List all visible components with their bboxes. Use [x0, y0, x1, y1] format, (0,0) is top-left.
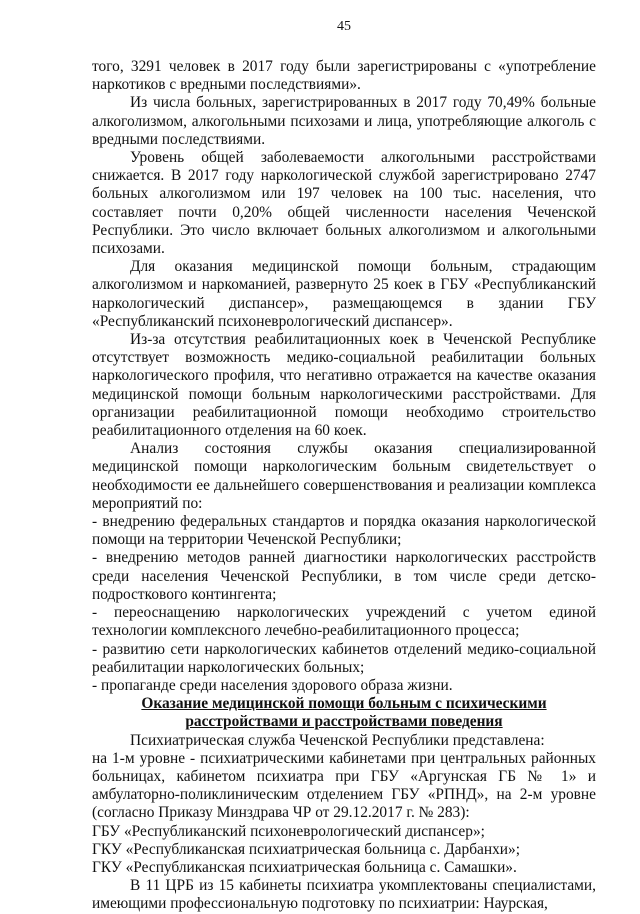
section-heading: Оказание медицинской помощи больным с психическими расстройствами и расстройствами поведения — [141, 695, 547, 731]
paragraph: Из числа больных, зарегистрированных в 2017 году 70,49% больные алкоголизмом, алкогольными психозами и лица, употребляющие алкоголь с вредными последствиями. — [92, 94, 596, 148]
list-item: - внедрению федеральных стандартов и порядка оказания наркологической помощи на территории Чеченской Республики; — [92, 513, 596, 549]
paragraph: Психиатрическая служба Чеченской Республики представлена: — [130, 731, 545, 749]
paragraph: Уровень общей заболеваемости алкогольными расстройствами снижается. В 2017 году наркологической службой зарегистрировано 2747 больных алкоголизмом или 197 человек на 100 тыс. населения, что составляет почти 0,20% общей численности населения Чеченской Республики. Это число включает больных алкоголизмом и алкогольными психозами. — [92, 149, 596, 258]
list-item: - развитию сети наркологических кабинетов отделений медико-социальной реабилитации наркологических больных; — [92, 640, 596, 676]
paragraph: на 1-м уровне - психиатрическими кабинетами при центральных районных больницах, кабинетом психиатра при ГБУ «Аргунская ГБ № 1» и амбулаторно-поликлиническим отделением ГБУ «РПНД», на 2-м уровне (согласно Приказу Минздрава ЧР от 29.12.2017 г. № 283): — [92, 749, 596, 822]
institution-line: ГКУ «Республиканская психиатрическая больница с. Дарбанхи»; — [92, 840, 520, 858]
document-page — [92, 18, 596, 914]
institution-line: ГКУ «Республиканская психиатрическая больница с. Самашки». — [92, 858, 517, 876]
list-item: - пропаганде среди населения здорового образа жизни. — [92, 676, 453, 694]
list-item: - внедрению методов ранней диагностики наркологических расстройств среди населения Чеченской Республики, в том числе среди детско-подросткового контингента; — [92, 549, 596, 603]
measures-list — [92, 513, 596, 695]
paragraph: того, 3291 человек в 2017 году были зарегистрированы с «употребление наркотиков с вредными последствиями». — [92, 58, 596, 94]
list-item: - переоснащению наркологических учреждений с учетом единой технологии комплексного лечебно-реабилитационного процесса; — [92, 604, 596, 640]
page-number: 45 — [337, 19, 351, 34]
paragraph: В 11 ЦРБ из 15 кабинеты психиатра укомплектованы специалистами, имеющими профессиональную подготовку по психиатрии: Наурская, — [92, 877, 596, 913]
paragraph: Из-за отсутствия реабилитационных коек в Чеченской Республике отсутствует возможность медико-социальной реабилитации больных наркологического профиля, что негативно отражается на качестве оказания медицинской помощи больным наркологическими расстройствами. Для организации реабилитационной помощи необходимо строительство реабилитационного отделения на 60 коек. — [92, 331, 596, 440]
paragraph: Для оказания медицинской помощи больным, страдающим алкоголизмом и наркоманией, развернуто 25 коек в ГБУ «Республиканский наркологический диспансер», размещающемся в здании ГБУ «Республиканский психоневрологический диспансер». — [92, 258, 596, 330]
institution-line: ГБУ «Республиканский психоневрологический диспансер»; — [92, 822, 485, 840]
paragraph: Анализ состояния службы оказания специализированной медицинской помощи наркологическим больным свидетельствует о необходимости ее дальнейшего совершенствования и реализации комплекса мероприятий по: — [92, 440, 596, 512]
